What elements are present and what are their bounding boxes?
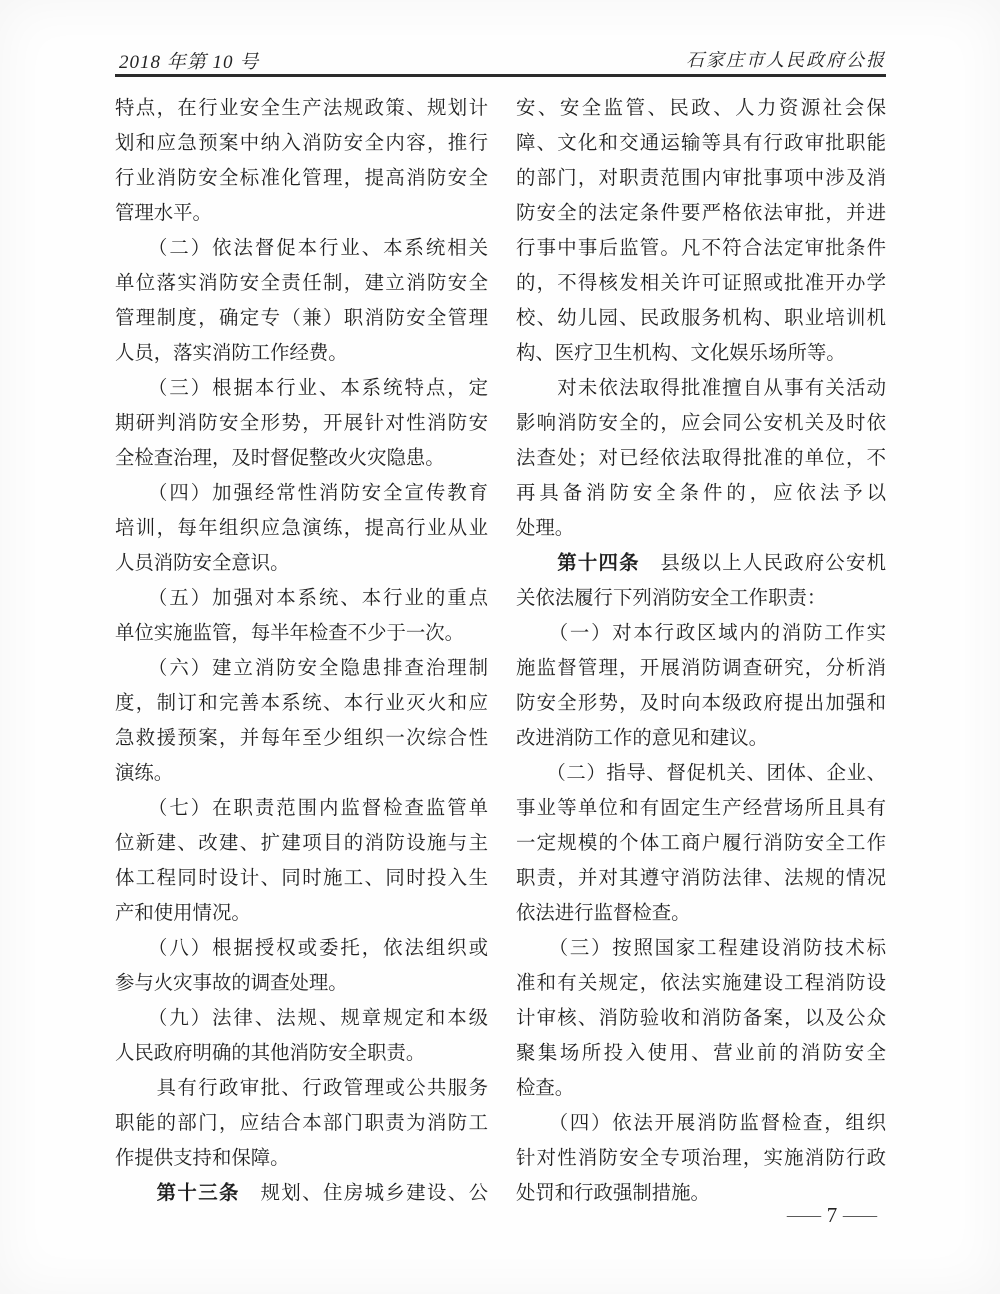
paragraph	[115, 581, 488, 651]
text-line	[115, 1176, 488, 1211]
paragraph	[115, 476, 488, 581]
text-line: （七）在职责范围内监督检查监管单	[115, 798, 488, 819]
text-line: （二）指导、督促机关、团体、企业、	[516, 763, 886, 784]
text-segment	[516, 553, 557, 574]
text-line: 针对性消防安全专项治理，实施消防行政	[516, 1148, 886, 1169]
header-rule	[115, 74, 886, 77]
text-line: 参与火灾事故的调查处理。	[115, 973, 348, 994]
text-line: 聚集场所投入使用、营业前的消防安全	[516, 1043, 886, 1064]
text-line: 行事中事后监管。凡不符合法定审批条件	[516, 238, 886, 259]
text-line: 职责，并对其遵守消防法律、法规的情况	[516, 868, 886, 889]
page-number: 7	[826, 1203, 838, 1227]
text-line: 构、医疗卫生机构、文化娱乐场所等。	[516, 343, 846, 364]
text-line: 的部门，对职责范围内审批事项中涉及消	[516, 168, 886, 189]
text-line: 处理。	[516, 518, 575, 539]
text-line: 作提供支持和保障。	[115, 1148, 290, 1169]
text-line: 职能的部门，应结合本部门职责为消防工	[115, 1113, 488, 1134]
paragraph	[516, 756, 886, 931]
paragraph	[115, 231, 488, 371]
text-line: 人员，落实消防工作经费。	[115, 343, 348, 364]
page-footer	[768, 1203, 896, 1228]
text-line: 防安全形势，及时向本级政府提出加强和	[516, 693, 886, 714]
text-line: 安、安全监管、民政、人力资源社会保	[516, 98, 886, 119]
paragraph	[115, 371, 488, 476]
text-line: 关依法履行下列消防安全工作职责：	[516, 588, 827, 609]
column-right	[516, 91, 886, 1211]
text-line: （三）根据本行业、本系统特点，定	[115, 378, 488, 399]
text-line: 对未依法取得批准擅自从事有关活动	[516, 378, 886, 399]
text-line: （五）加强对本系统、本行业的重点	[115, 588, 488, 609]
text-line: 单位落实消防安全责任制，建立消防安全	[115, 273, 488, 294]
text-line: （一）对本行政区域内的消防工作实	[516, 623, 886, 644]
text-line: （四）加强经常性消防安全宣传教育	[115, 483, 488, 504]
text-line: （八）根据授权或委托，依法组织或	[115, 938, 488, 959]
article-number-bold: 第十三条	[156, 1182, 240, 1204]
text-line: （九）法律、法规、规章规定和本级	[115, 1008, 488, 1029]
text-line: 单位实施监管，每半年检查不少于一次。	[115, 623, 465, 644]
text-segment: 规划、住房城乡建设、公	[239, 1183, 488, 1204]
text-line: 准和有关规定，依法实施建设工程消防设	[516, 973, 886, 994]
paragraph	[516, 546, 886, 616]
text-line: 影响消防安全的，应会同公安机关及时依	[516, 413, 886, 434]
paragraph	[115, 1001, 488, 1071]
text-line: 检查。	[516, 1078, 575, 1099]
text-line: 校、幼儿园、民政服务机构、职业培训机	[516, 308, 886, 329]
article-number-bold: 第十四条	[557, 552, 640, 574]
text-line	[516, 546, 886, 581]
text-line: 人员消防安全意识。	[115, 553, 290, 574]
header-issue-number: 2018 年第 10 号	[119, 52, 260, 73]
paragraph	[516, 931, 886, 1106]
text-line: 具有行政审批、行政管理或公共服务	[115, 1078, 488, 1099]
text-segment	[115, 1183, 157, 1204]
text-line: 产和使用情况。	[115, 903, 251, 924]
text-line: （六）建立消防安全隐患排查治理制	[115, 658, 488, 679]
paragraph	[516, 91, 886, 371]
paragraph	[115, 651, 488, 791]
text-line: （二）依法督促本行业、本系统相关	[115, 238, 488, 259]
text-line: 行业消防安全标准化管理，提高消防安全	[115, 168, 488, 189]
text-line: 管理水平。	[115, 203, 212, 224]
text-line: 体工程同时设计、同时施工、同时投入生	[115, 868, 488, 889]
text-line: 改进消防工作的意见和建议。	[516, 728, 769, 749]
footer-left-dash: —	[786, 1204, 821, 1226]
paragraph	[516, 371, 886, 546]
text-line: 依法进行监督检查。	[516, 903, 691, 924]
text-segment: 县级以上人民政府公安机	[639, 553, 886, 574]
paragraph	[115, 931, 488, 1001]
text-line: 特点，在行业安全生产法规政策、规划计	[115, 98, 488, 119]
paragraph	[516, 1106, 886, 1211]
text-line: 处罚和行政强制措施。	[516, 1183, 710, 1204]
text-line: 障、文化和交通运输等具有行政审批职能	[516, 133, 886, 154]
paragraph	[115, 1176, 488, 1211]
text-line: 事业等单位和有固定生产经营场所且具有	[516, 798, 886, 819]
text-line: 的，不得核发相关许可证照或批准开办学	[516, 273, 886, 294]
text-line: （三）按照国家工程建设消防技术标	[516, 938, 886, 959]
paragraph	[115, 791, 488, 931]
text-line: 全检查治理，及时督促整改火灾隐患。	[115, 448, 445, 469]
text-line: 培训，每年组织应急演练，提高行业从业	[115, 518, 488, 539]
paragraph	[115, 91, 488, 231]
footer-right-dash: —	[843, 1204, 878, 1226]
text-line: 再具备消防安全条件的，应依法予以	[516, 483, 886, 504]
text-line: 演练。	[115, 763, 174, 784]
paragraph	[516, 616, 886, 756]
text-line: 一定规模的个体工商户履行消防安全工作	[516, 833, 886, 854]
text-line: 施监督管理，开展消防调查研究，分析消	[516, 658, 886, 679]
text-line: 划和应急预案中纳入消防安全内容，推行	[115, 133, 488, 154]
header-gazette-title: 石家庄市人民政府公报	[686, 50, 886, 70]
column-left	[115, 91, 488, 1211]
paragraph	[115, 1071, 488, 1176]
text-line: 计审核、消防验收和消防备案，以及公众	[516, 1008, 886, 1029]
text-line: 管理制度，确定专（兼）职消防安全管理	[115, 308, 488, 329]
text-line: 防安全的法定条件要严格依法审批，并进	[516, 203, 886, 224]
text-line: 度，制订和完善本系统、本行业灭火和应	[115, 693, 488, 714]
text-line: 人民政府明确的其他消防安全职责。	[115, 1043, 426, 1064]
text-line: 急救援预案，并每年至少组织一次综合性	[115, 728, 488, 749]
text-line: 位新建、改建、扩建项目的消防设施与主	[115, 833, 488, 854]
text-line: 期研判消防安全形势，开展针对性消防安	[115, 413, 488, 434]
text-line: 法查处；对已经依法取得批准的单位，不	[516, 448, 886, 469]
text-line: （四）依法开展消防监督检查，组织	[516, 1113, 886, 1134]
